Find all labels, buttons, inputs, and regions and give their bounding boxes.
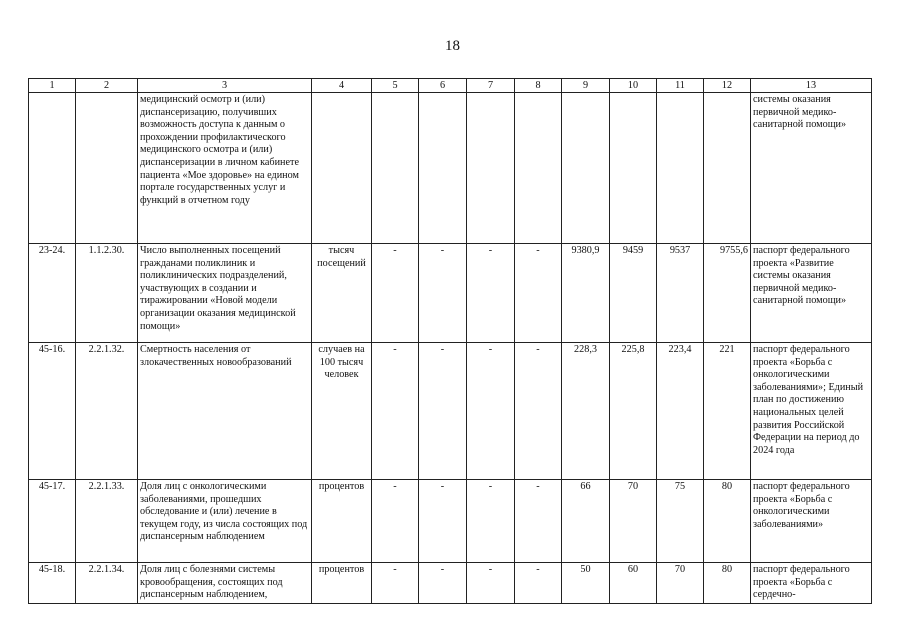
cell-value: 75	[657, 480, 704, 563]
cell-value	[610, 93, 657, 244]
cell-unit: тысяч посещений	[312, 244, 372, 343]
cell-source: паспорт федерального проекта «Борьба с онкологическими заболеваниями»; Единый план по достижению национальных целей развития Российской Федерации на период до 2024 года	[751, 343, 872, 480]
header-cell: 1	[29, 79, 76, 93]
header-cell: 6	[419, 79, 467, 93]
cell-indicator: медицинский осмотр и (или) диспансеризацию, получивших возможность доступа к данным о прохождении профилактического медицинского осмотра и (или) диспансеризации в личном кабинете пациента «Мое здоровье» на едином портале государственных услуг и функций в отчетном году	[138, 93, 312, 244]
cell-value: -	[467, 563, 515, 604]
cell-value	[704, 93, 751, 244]
cell-value: 9537	[657, 244, 704, 343]
page-number: 18	[445, 38, 460, 54]
cell-value	[419, 93, 467, 244]
cell-value: -	[372, 480, 419, 563]
cell-value: -	[515, 343, 562, 480]
cell-number: 45-18.	[29, 563, 76, 604]
cell-number: 23-24.	[29, 244, 76, 343]
cell-source: паспорт федерального проекта «Развитие системы оказания первичной медико-санитарной помощи»	[751, 244, 872, 343]
header-cell: 12	[704, 79, 751, 93]
cell-value: -	[419, 244, 467, 343]
cell-unit	[312, 93, 372, 244]
cell-value: 70	[610, 480, 657, 563]
table-row	[29, 480, 872, 563]
cell-value: 225,8	[610, 343, 657, 480]
cell-indicator: Смертность населения от злокачественных новообразований	[138, 343, 312, 480]
header-cell: 9	[562, 79, 610, 93]
cell-value: -	[467, 244, 515, 343]
cell-value: 80	[704, 480, 751, 563]
table-row	[29, 563, 872, 604]
table-row	[29, 343, 872, 480]
header-cell: 3	[138, 79, 312, 93]
cell-value	[657, 93, 704, 244]
cell-value: -	[372, 563, 419, 604]
cell-value: -	[419, 563, 467, 604]
cell-unit: процентов	[312, 563, 372, 604]
cell-value: 223,4	[657, 343, 704, 480]
cell-code: 2.2.1.34.	[76, 563, 138, 604]
cell-indicator: Доля лиц с болезнями системы кровообращения, состоящих под диспансерным наблюдением,	[138, 563, 312, 604]
header-cell: 5	[372, 79, 419, 93]
cell-value: -	[515, 563, 562, 604]
cell-unit: случаев на 100 тысяч человек	[312, 343, 372, 480]
cell-value: 80	[704, 563, 751, 604]
table-row	[29, 244, 872, 343]
cell-value: -	[372, 244, 419, 343]
cell-source: паспорт федерального проекта «Борьба с сердечно-	[751, 563, 872, 604]
cell-code: 2.2.1.32.	[76, 343, 138, 480]
cell-value: 50	[562, 563, 610, 604]
cell-value	[372, 93, 419, 244]
cell-value	[562, 93, 610, 244]
header-cell: 11	[657, 79, 704, 93]
cell-value: 9755,6	[704, 244, 751, 343]
cell-value: -	[515, 244, 562, 343]
cell-unit: процентов	[312, 480, 372, 563]
cell-code: 2.2.1.33.	[76, 480, 138, 563]
cell-value: -	[419, 343, 467, 480]
cell-value: 221	[704, 343, 751, 480]
cell-number: 45-17.	[29, 480, 76, 563]
cell-value: 60	[610, 563, 657, 604]
cell-indicator: Число выполненных посещений гражданами поликлиник и поликлинических подразделений, участвующих в создании и тиражировании «Новой модели организации оказания медицинской помощи»	[138, 244, 312, 343]
header-cell: 10	[610, 79, 657, 93]
cell-code: 1.1.2.30.	[76, 244, 138, 343]
indicators-table	[28, 78, 872, 604]
header-cell: 4	[312, 79, 372, 93]
cell-source: паспорт федерального проекта «Борьба с онкологическими заболеваниями»	[751, 480, 872, 563]
header-row	[29, 79, 872, 93]
cell-value: 9380,9	[562, 244, 610, 343]
cell-number	[29, 93, 76, 244]
cell-value: -	[419, 480, 467, 563]
header-cell: 7	[467, 79, 515, 93]
cell-value	[467, 93, 515, 244]
cell-value: -	[467, 343, 515, 480]
header-cell: 2	[76, 79, 138, 93]
cell-value: 228,3	[562, 343, 610, 480]
cell-source: системы оказания первичной медико-санитарной помощи»	[751, 93, 872, 244]
cell-number: 45-16.	[29, 343, 76, 480]
cell-indicator: Доля лиц с онкологическими заболеваниями, прошедших обследование и (или) лечение в текущем году, из числа состоящих под диспансерным наблюдением	[138, 480, 312, 563]
table-row	[29, 93, 872, 244]
header-cell: 13	[751, 79, 872, 93]
cell-value: -	[467, 480, 515, 563]
cell-value: -	[372, 343, 419, 480]
cell-value: 70	[657, 563, 704, 604]
cell-value: 9459	[610, 244, 657, 343]
cell-value: 66	[562, 480, 610, 563]
cell-value	[515, 93, 562, 244]
header-cell: 8	[515, 79, 562, 93]
cell-value: -	[515, 480, 562, 563]
cell-code	[76, 93, 138, 244]
